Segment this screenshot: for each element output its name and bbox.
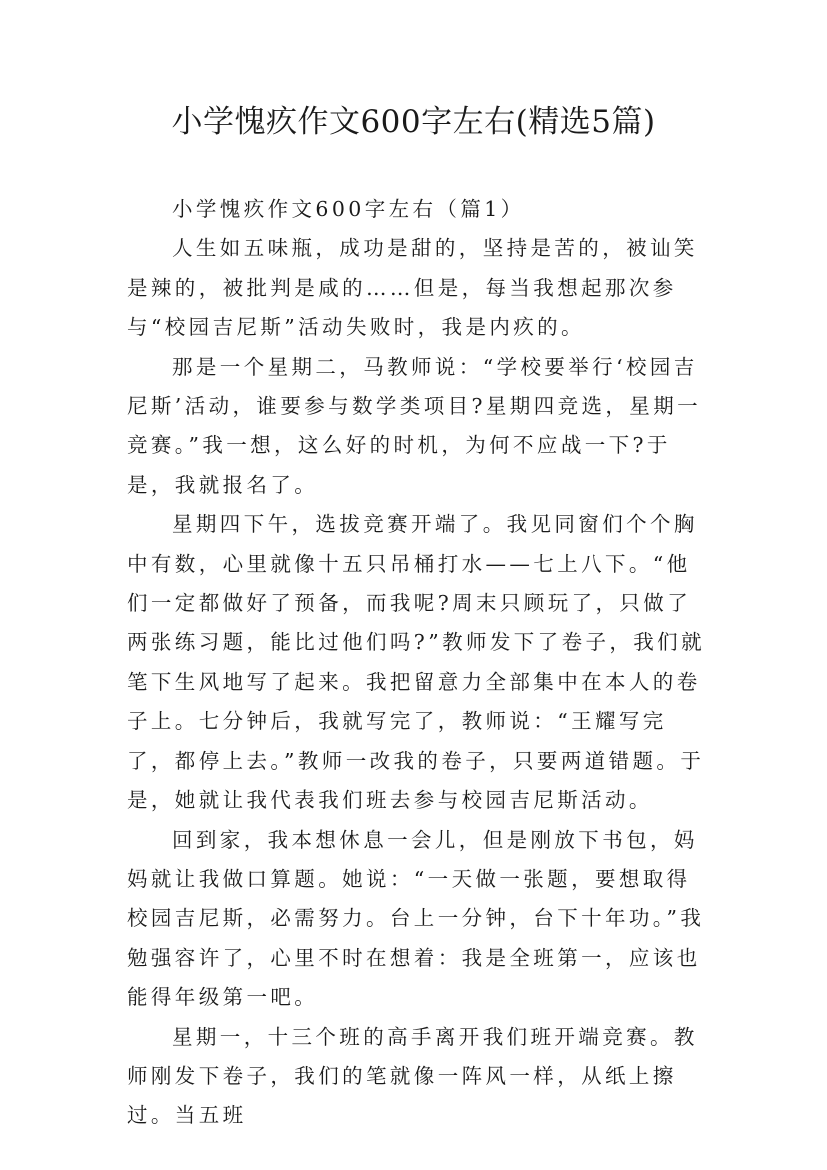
paragraph: 回到家，我本想休息一会儿，但是刚放下书包，妈妈就让我做口算题。她说：“一天做一张题，要想取得校园吉尼斯，必需努力。台上一分钟，台下十年功。”我勉强容许了，心里不时在想着：我是全班第一，应该也能得年级第一吧。: [127, 827, 705, 1010]
section-heading: 小学愧疚作文600字左右（篇1）: [172, 197, 525, 221]
paragraph: 那是一个星期二，马教师说：“学校要举行‘校园吉尼斯’活动，谁要参与数学类项目?星期四竞选，星期一竞赛。”我一想，这么好的时机，为何不应战一下?于是，我就报名了。: [127, 354, 702, 497]
paragraph: 星期一，十三个班的高手离开我们班开端竞赛。教师刚发下卷子，我们的笔就像一阵风一样，从纸上擦过。当五班: [127, 1024, 698, 1128]
document-title: 小学愧疚作文600字左右(精选5篇): [171, 104, 656, 140]
document-body: [127, 190, 709, 1136]
paragraph: 星期四下午，选拔竞赛开端了。我见同窗们个个胸中有数，心里就像十五只吊桶打水——七上八下。“他们一定都做好了预备，而我呢?周末只顾玩了，只做了两张练习题，能比过他们吗?”教师发下了卷子，我们就笔下生风地写了起来。我把留意力全部集中在本人的卷子上。七分钟后，我就写完了，教师说：“王耀写完了，都停上去。”教师一改我的卷子，只要两道错题。于是，她就让我代表我们班去参与校园吉尼斯活动。: [127, 512, 705, 813]
paragraph: 人生如五味瓶，成功是甜的，坚持是苦的，被讪笑是辣的，被批判是咸的……但是，每当我想起那次参与“校园吉尼斯”活动失败时，我是内疚的。: [127, 236, 698, 340]
